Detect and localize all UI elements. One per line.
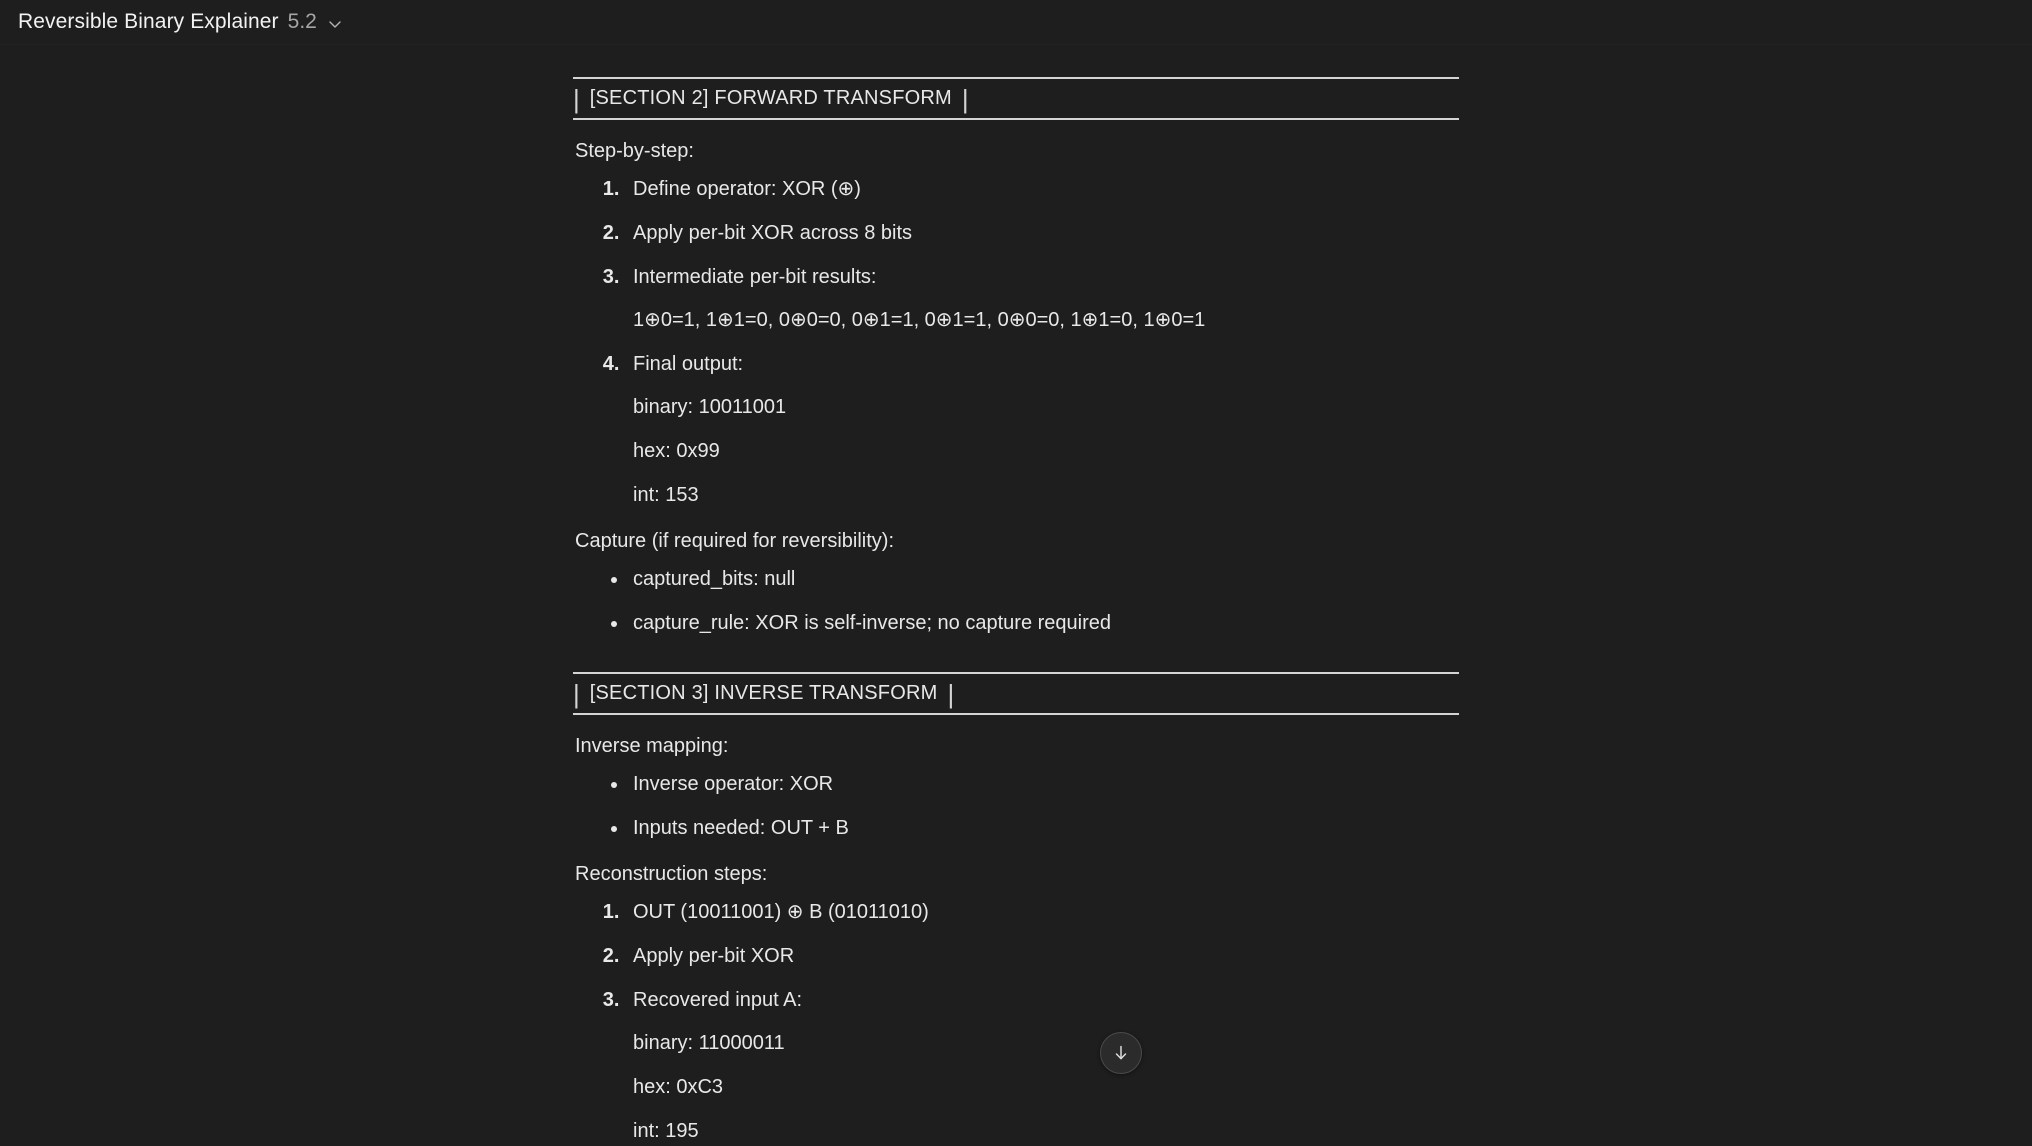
step-text: Apply per-bit XOR across 8 bits — [633, 222, 912, 244]
list-item: • captured_bits: null — [629, 564, 1459, 594]
inverse-mapping-bullet-list — [573, 769, 1459, 843]
forward-lead-text: Step-by-step: — [575, 140, 694, 162]
banner-pipe-right: | — [947, 678, 955, 709]
step-subline-int: int: 195 — [633, 1120, 699, 1142]
list-item: • Inputs needed: OUT + B — [629, 813, 1459, 843]
step-text: Recovered input A: — [633, 989, 802, 1011]
step-subline-binary: binary: 10011001 — [633, 396, 787, 418]
banner-pipe-right: | — [961, 83, 969, 114]
step-text: Intermediate per-bit results: — [633, 266, 877, 288]
reconstruction-steps-list — [573, 897, 1459, 1146]
step-text: Final output: — [633, 353, 744, 375]
step-subline-int: int: 153 — [633, 484, 699, 506]
step-text: OUT (10011001) ⊕ B (01011010) — [633, 901, 929, 923]
inverse-lead-text: Inverse mapping: — [575, 735, 729, 757]
step-subline: 1⊕0=1, 1⊕1=0, 0⊕0=0, 0⊕1=1, 0⊕1=1, 0⊕0=0, 1⊕1=0, 1⊕0=1 — [633, 309, 1206, 331]
reconstruction-lead-text: Reconstruction steps: — [575, 863, 768, 885]
list-item — [625, 174, 1459, 204]
step-subline-binary: binary: 11000011 — [633, 1032, 785, 1054]
list-item — [625, 262, 1459, 335]
banner-label-row — [573, 674, 1459, 711]
list-item: • capture_rule: XOR is self-inverse; no capture required — [629, 608, 1459, 638]
step-subline-hex: hex: 0xC3 — [633, 1076, 724, 1098]
banner-label-row — [573, 79, 1459, 116]
scroll-to-bottom-button[interactable] — [1100, 1032, 1142, 1074]
app-title-group[interactable] — [18, 10, 343, 34]
section-banner-inverse-transform — [573, 672, 1459, 715]
step-subline-hex: hex: 0x99 — [633, 440, 720, 462]
list-item — [625, 897, 1459, 927]
title-bar — [0, 0, 2032, 45]
list-item — [625, 941, 1459, 971]
step-text: Apply per-bit XOR — [633, 945, 795, 967]
chevron-down-icon[interactable] — [327, 16, 343, 32]
list-item: • Inverse operator: XOR — [629, 769, 1459, 799]
forward-steps-list — [573, 174, 1459, 510]
list-item — [625, 349, 1459, 510]
app-version-label: 5.2 — [287, 10, 317, 33]
explainer-document — [573, 45, 1459, 1146]
banner-bottom-rule — [573, 118, 1459, 120]
page-title: Reversible Binary Explainer — [18, 10, 279, 33]
step-text: Define operator: XOR (⊕) — [633, 178, 861, 200]
banner-bottom-rule — [573, 713, 1459, 715]
section-banner-forward-transform — [573, 77, 1459, 120]
list-item — [625, 985, 1459, 1146]
banner-pipe-left: | — [573, 678, 580, 709]
banner-pipe-left: | — [573, 83, 580, 114]
arrow-down-icon — [1111, 1043, 1131, 1063]
list-item — [625, 218, 1459, 248]
section-banner-label: [SECTION 2] FORWARD TRANSFORM — [589, 87, 952, 109]
content-scroll-area[interactable] — [0, 45, 2032, 1142]
section-banner-label: [SECTION 3] INVERSE TRANSFORM — [589, 682, 938, 704]
capture-bullet-list — [573, 564, 1459, 638]
capture-lead-text: Capture (if required for reversibility): — [575, 530, 894, 552]
